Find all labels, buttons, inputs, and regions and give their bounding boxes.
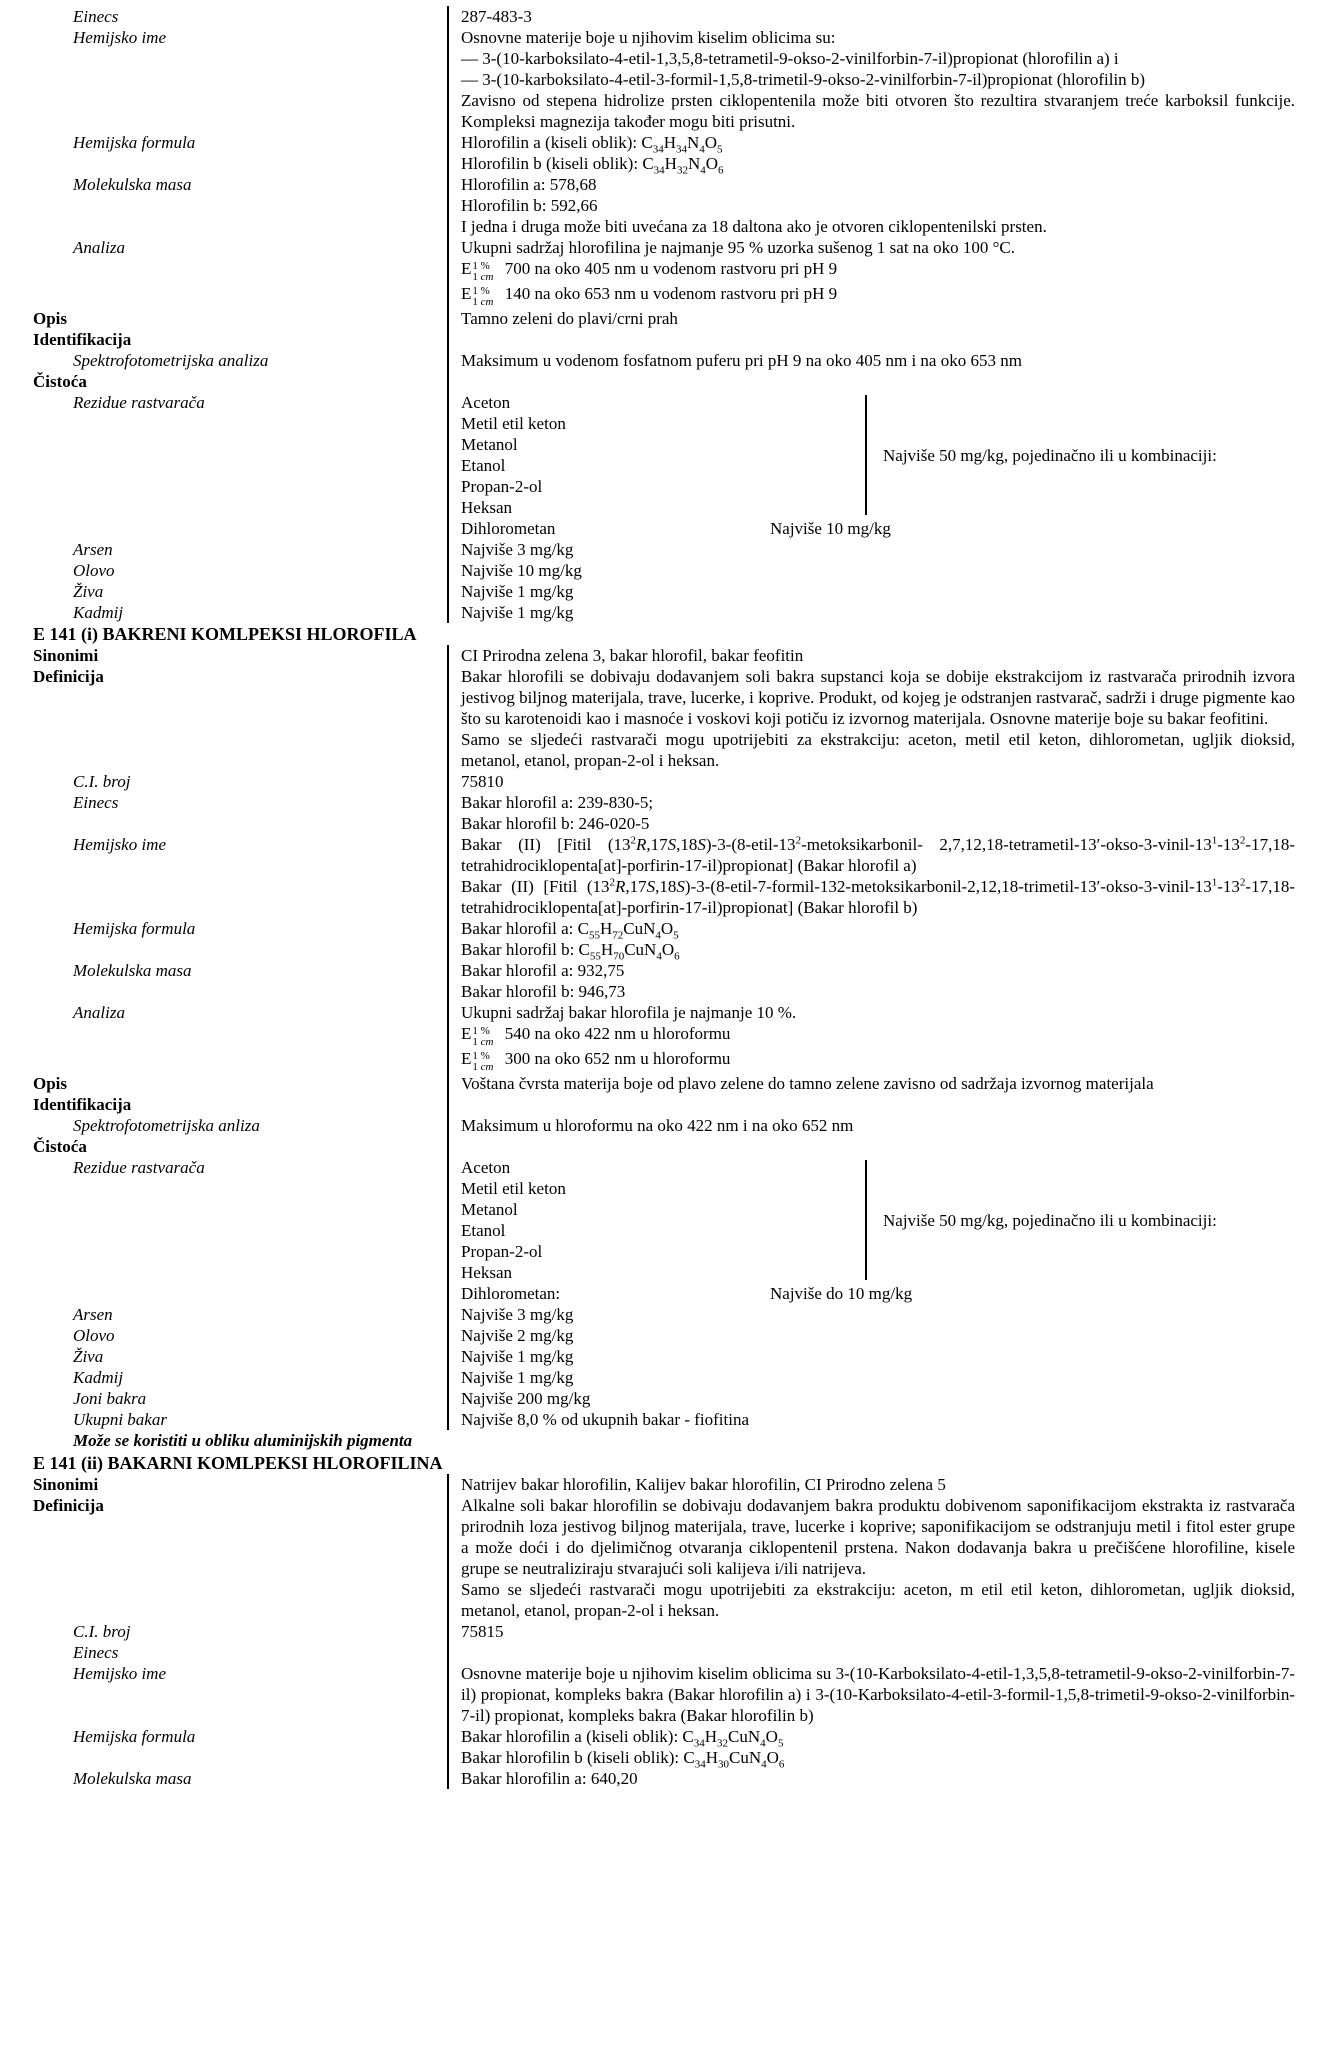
field-label: Opis [33,309,68,328]
field-value-line: Najviše 1 mg/kg [461,1368,574,1387]
field-label: Arsen [73,1305,113,1324]
field-label: Hemijska formula [73,919,196,938]
field-value [447,174,1340,237]
field-value [447,539,1340,560]
field-label: Einecs [73,7,119,26]
field-label: Sinonimi [33,1475,99,1494]
field-value [447,1388,1340,1409]
field-value [447,560,1340,581]
field-value-line: Maksimum u vodenom fosfatnom puferu pri pH 9 na oko 405 nm i na oko 653 nm [461,351,1022,370]
field-label: Hemijsko ime [73,835,167,854]
field-value-line: — 3-(10-karboksilato-4-etil-3-formil-1,5,8-trimetil-9-okso-2-vinilforbin-7-il)propionat (hlorofilin b) [461,70,1146,89]
field-label: Ukupni bakar [73,1410,167,1429]
field-value [447,1073,1340,1094]
table-row [0,581,1340,602]
table-row [0,1621,1340,1642]
field-value [447,581,1340,602]
field-label: Hemijska formula [73,133,196,152]
field-value [447,1115,1340,1136]
field-label: Identifikacija [33,330,132,349]
field-value-line: Ukupni sadržaj bakar hlorofila je najmanje 10 %. [461,1003,797,1022]
table-row [0,560,1340,581]
solvent-limits-group [461,392,1295,518]
table-row [0,834,1340,918]
field-value [447,1002,1340,1073]
table-row [0,1367,1340,1388]
table-row [0,1768,1340,1789]
solvent-item: Aceton [461,1158,511,1177]
table-row [0,666,1340,771]
field-label: Analiza [73,1003,125,1022]
field-value-line: Hlorofilin a: 578,68 [461,175,597,194]
table-row [0,1325,1340,1346]
field-label: Kadmij [73,1368,124,1387]
field-label: Rezidue rastvarača [73,393,205,412]
field-label: Einecs [73,1643,119,1662]
section-header: E 141 (ii) BAKARNI KOMLPEKSI HLOROFILINA [33,1453,443,1473]
solvent-item-dichloromethane [461,1283,1295,1304]
extinction-coefficient-notation: E 1 % 1 cm [461,1049,494,1073]
field-value-line: Najviše 1 mg/kg [461,603,574,622]
extinction-coefficient-notation: E 1 % 1 cm [461,1024,494,1048]
solvent-item: Metanol [461,435,518,454]
field-value-line: CI Prirodna zelena 3, bakar hlorofil, bakar feofitin [461,646,804,665]
field-label: Spektrofotometrijska anliza [73,1116,260,1135]
field-label: Molekulska masa [73,175,192,194]
table-row [0,1157,1340,1304]
field-label: Čistoća [33,372,87,391]
combined-limit-text: Najviše 50 mg/kg, pojedinačno ili u kombinaciji: [883,445,1217,465]
field-value-line: 75815 [461,1622,504,1641]
field-value [447,1367,1340,1388]
table-row [0,174,1340,237]
solvent-limit-value: Najviše 10 mg/kg [770,519,891,538]
field-value [447,666,1340,771]
field-label: Hemijsko ime [73,1664,167,1683]
table-row [0,1002,1340,1073]
field-value [447,834,1340,918]
field-value [447,1409,1340,1430]
field-value-line: Bakar (II) [Fitil $(13^2R,17S,18S)-3-(8-etil-13^2-metoksikarbonil-$ $2,7,12,18-tetrametil-13'-okso-3-vinil-13^1-13^2-17,18-tetrahidrociklopenta[at]-porfirin-17-il)propionat$] (Bakar hlorofil a) [461,834,1295,875]
field-value-line: E 1 % 1 cm 700 na oko 405 nm u vodenom rastvoru pri pH 9 [461,259,838,283]
table-row [0,1726,1340,1771]
field-value-line: I jedna i druga može biti uvećana za 18 daltona ako je otvoren ciklopentenilski prsten. [461,217,1047,236]
solvent-item: Aceton [461,393,511,412]
table-row [0,918,1340,963]
field-label: Identifikacija [33,1095,132,1114]
field-value-line: Tamno zeleni do plavi/crni prah [461,309,678,328]
table-row [0,645,1340,666]
field-value-line: 287-483-3 [461,7,532,26]
field-value [447,308,1340,329]
usage-note-row [0,1430,1340,1452]
solvent-item: Etanol [461,456,506,475]
field-value-line: E 1 % 1 cm 140 na oko 653 nm u vodenom rastvoru pri pH 9 [461,284,838,308]
field-value-line: Maksimum u hloroformu na oko 422 nm i na oko 652 nm [461,1116,854,1135]
field-value-line: Bakar hlorofilin b (kiseli oblik): $C_{34}H_{30}CuN_4O_6$ [461,1748,785,1771]
field-label: Olovo [73,1326,115,1345]
field-value-line: Samo se sljedeći rastvarači mogu upotrijebiti za ekstrakciju: aceton, m etil etil keton, dihlorometan, ugljik dioksid, metanol, etanol, propan-2-ol i heksan. [461,1580,1295,1620]
table-row [0,539,1340,560]
section-header-row [0,1452,1340,1474]
solvent-item: Propan-2-ol [461,477,543,496]
field-label: Joni bakra [73,1389,147,1408]
solvent-item: Metil etil keton [461,414,566,433]
field-value [447,602,1340,623]
field-value [447,1136,1340,1157]
extinction-coefficient-notation: E 1 % 1 cm [461,259,494,283]
table-row [0,1495,1340,1621]
field-value-line: Voštana čvrsta materija boje od plavo zelene do tamno zelene zavisno od sadržaja izvornog materijala [461,1074,1154,1093]
field-value [447,132,1340,177]
field-label: Hemijsko ime [73,28,167,47]
field-value [447,329,1340,350]
field-value [447,1726,1340,1771]
combined-limit-note [867,392,1217,518]
field-value-line: E 1 % 1 cm 300 na oko 652 nm u hloroformu [461,1049,731,1073]
combined-limit-text: Najviše 50 mg/kg, pojedinačno ili u kombinaciji: [883,1210,1217,1230]
table-row [0,602,1340,623]
table-row [0,350,1340,371]
field-value-line: E 1 % 1 cm 540 na oko 422 nm u hloroformu [461,1024,731,1048]
field-label: Čistoća [33,1137,87,1156]
field-label: Molekulska masa [73,961,192,980]
field-value-line: Bakar hlorofil b: 246-020-5 [461,814,650,833]
field-value [447,1304,1340,1325]
solvent-name: Dihlorometan [461,519,556,538]
field-value-line: Bakar hlorofilin a: 640,20 [461,1769,638,1788]
solvent-item: Heksan [461,498,512,517]
table-row [0,792,1340,834]
field-value-line: Najviše 8,0 % od ukupnih bakar - fiofitina [461,1410,749,1429]
table-row [0,392,1340,539]
table-row [0,371,1340,392]
table-row [0,132,1340,177]
field-value [447,918,1340,963]
table-row [0,1136,1340,1157]
solvent-list [461,1157,865,1283]
field-label: Einecs [73,793,119,812]
table-row [0,237,1340,308]
table-row [0,960,1340,1002]
field-value [447,350,1340,371]
field-value-line: Bakar hlorofil b: 946,73 [461,982,626,1001]
aluminium-lake-note: Može se koristiti u obliku aluminijskih pigmenta [73,1431,413,1450]
field-label: Rezidue rastvarača [73,1158,205,1177]
field-value-line: Bakar hlorofili se dobivaju dodavanjem soli bakra supstanci koja se dobije ekstrakcijom iz rastvarača prirodnih izvora jestivog biljnog materijala, trave, lucerke, i koprive. Produkt, od kojeg je odstranjen rastvarač, sadrži i druge pigmente kao što su karotenoidi kao i masnoće i voskovi koji potiču iz izvornog materijala. Osnovne materije boje su bakar feofitini. [461,667,1295,728]
field-value-line: Bakar hlorofil a: 239-830-5; [461,793,654,812]
table-row [0,308,1340,329]
field-value [447,6,1340,27]
solvent-list [461,392,865,518]
table-row [0,1409,1340,1430]
field-value-line: Najviše 1 mg/kg [461,582,574,601]
field-value [447,27,1340,132]
solvent-limits-group [461,1157,1295,1283]
field-value-line: — 3-(10-karboksilato-4-etil-1,3,5,8-tetrametil-9-okso-2-vinilforbin-7-il)propionat (hlorofilin a) i [461,49,1119,68]
field-value [447,392,1340,539]
field-label: Opis [33,1074,68,1093]
field-label: Spektrofotometrijska analiza [73,351,269,370]
field-value-line: Hlorofilin b (kiseli oblik): $C_{34}H_{32}N_4O_6$ [461,154,724,177]
field-value-line: Najviše 200 mg/kg [461,1389,591,1408]
field-value-line: Najviše 3 mg/kg [461,540,574,559]
field-value-line: Najviše 10 mg/kg [461,561,582,580]
field-value [447,1157,1340,1304]
field-label: C.I. broj [73,772,131,791]
field-value [447,960,1340,1002]
table-row [0,329,1340,350]
field-value [447,1346,1340,1367]
table-row [0,1304,1340,1325]
field-value-line: Bakar hlorofil a: 932,75 [461,961,625,980]
table-row [0,771,1340,792]
table-row [0,27,1340,132]
field-value-line: Bakar (II) [Fitil $(13^2R,17S,18S)-3-(8-etil-7-formil-132-metoksikarbonil-2,12,18-trimetil-13'-okso-3-vinil-13^1-13^2-17,18$-tetrahidrociklopenta[at]-porfirin-17-il)propionat] (Bakar hlorofil b) [461,876,1295,917]
solvent-item: Metanol [461,1200,518,1219]
field-value-line: Alkalne soli bakar hlorofilin se dobivaju dodavanjem bakra produktu dobivenom saponifikacijom ekstrakta iz rastvarača prirodnih loza jestivog biljnog materijala, trave, lucerke i koprive; saponifikacijom se odstranjuju metil i fitol ester grupe a može doći i do djelimičnog otvaranja ciklopentenil prstena. Nakon dodavanja bakra u prečišćene hlorofiline, kisele grupe se neutraliziraju stvarajući soli kalijeva i/ili natrijeva. [461,1496,1295,1578]
field-label: Živa [73,582,104,601]
field-value [447,371,1340,392]
field-value-line: Zavisno od stepena hidrolize prsten ciklopentenila može biti otvoren što rezultira stvaranjem treće karboksil funkcije. Kompleksi magnezija također mogu biti prisutni. [461,91,1295,131]
field-label: Definicija [33,1496,104,1515]
field-value-line: Ukupni sadržaj hlorofilina je najmanje 95 % uzorka sušenog 1 sat na oko 100 °C. [461,238,1015,257]
field-value-line: Bakar hlorofilin a (kiseli oblik): $C_{34}H_{32}CuN_4O_5$ [461,1727,784,1750]
solvent-item-dichloromethane [461,518,1295,539]
field-value-line: Hlorofilin a (kiseli oblik): $C_{34}H_{34}N_4O_5$ [461,133,723,156]
field-value [447,792,1340,834]
field-value-line: Bakar hlorofil a: $C_{55}H_{72}CuN_4O_5$ [461,919,679,942]
field-label: Hemijska formula [73,1727,196,1746]
field-value-line: Najviše 1 mg/kg [461,1347,574,1366]
field-value [447,1768,1340,1789]
field-value [447,1094,1340,1115]
table-row [0,1474,1340,1495]
field-value-line: Samo se sljedeći rastvarači mogu upotrijebiti za ekstrakciju: aceton, metil etil keton, dihlorometan, ugljik dioksid, metanol, etanol, propan-2-ol i heksan. [461,730,1295,770]
solvent-item: Propan-2-ol [461,1242,543,1261]
solvent-limit-value: Najviše do 10 mg/kg [770,1284,913,1303]
field-value-line: Natrijev bakar hlorofilin, Kalijev bakar hlorofilin, CI Prirodno zelena 5 [461,1475,946,1494]
table-row [0,6,1340,27]
section-header: E 141 (i) BAKRENI KOMLPEKSI HLOROFILA [33,624,417,644]
field-value-line: Najviše 3 mg/kg [461,1305,574,1324]
field-value-line: 75810 [461,772,504,791]
solvent-item: Metil etil keton [461,1179,566,1198]
combined-limit-note [867,1157,1217,1283]
table-row [0,1073,1340,1094]
field-label: Sinonimi [33,646,99,665]
section-header-row [0,623,1340,645]
field-label: Analiza [73,238,125,257]
field-label: Molekulska masa [73,1769,192,1788]
field-value [447,1621,1340,1642]
field-label: C.I. broj [73,1622,131,1641]
field-value-line: Hlorofilin b: 592,66 [461,196,598,215]
field-value [447,1325,1340,1346]
field-value [447,645,1340,666]
field-value-line: Bakar hlorofil b: $C_{55}H_{70}CuN_4O_6$ [461,940,680,963]
solvent-item: Heksan [461,1263,512,1282]
field-label: Definicija [33,667,104,686]
field-value [447,1663,1340,1726]
field-value-line: Osnovne materije boje u njihovim kiselim oblicima su: [461,28,836,47]
field-value-line: Osnovne materije boje u njihovim kiselim oblicima su 3-(10-Karboksilato-4-etil-1,3,5,8-tetrametil-9-okso-2-vinilforbin-7-il) propionat, kompleks bakra (Bakar hlorofilin a) i 3-(10-Karboksilato-4-etil-3-formil-1,5,8-trimetil-9-okso-2-vinilforbin-7-il) propionat, kompleks bakra (Bakar hlorofilin b) [461,1664,1295,1725]
field-label: Arsen [73,540,113,559]
table-row [0,1346,1340,1367]
field-label: Živa [73,1347,104,1366]
solvent-item: Etanol [461,1221,506,1240]
field-label: Olovo [73,561,115,580]
field-value [447,1495,1340,1621]
solvent-name: Dihlorometan: [461,1284,561,1303]
field-value [447,1474,1340,1495]
table-row [0,1388,1340,1409]
field-value [447,771,1340,792]
field-value-line: Najviše 2 mg/kg [461,1326,574,1345]
extinction-coefficient-notation: E 1 % 1 cm [461,284,494,308]
field-value [447,1642,1340,1663]
table-row [0,1642,1340,1663]
table-row [0,1094,1340,1115]
field-label: Kadmij [73,603,124,622]
field-value [447,237,1340,308]
table-row [0,1115,1340,1136]
table-row [0,1663,1340,1726]
